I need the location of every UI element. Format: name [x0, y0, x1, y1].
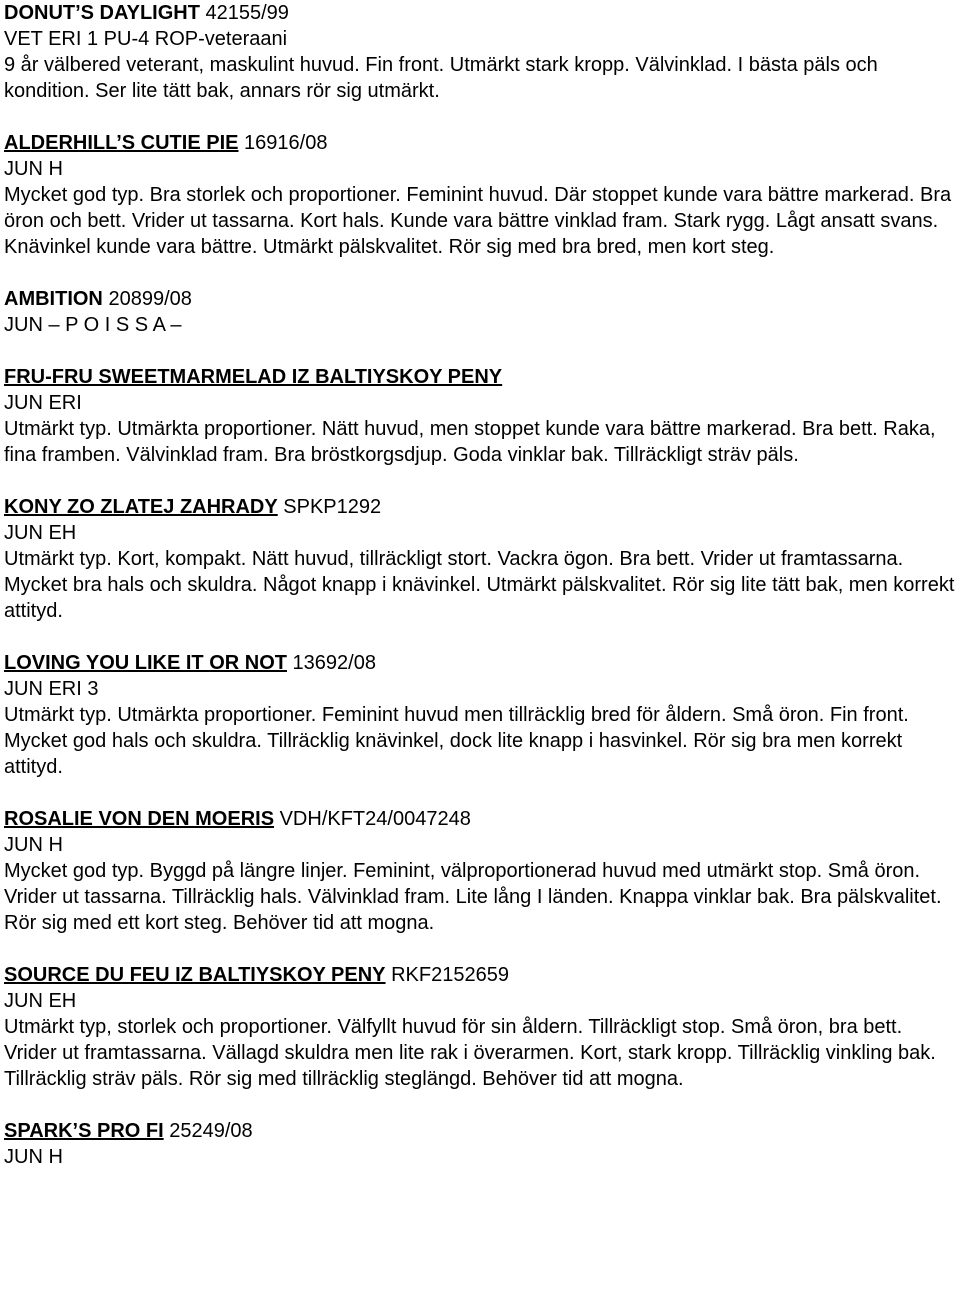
dog-name: FRU-FRU SWEETMARMELAD IZ BALTIYSKOY PENY [4, 366, 503, 388]
dog-entry [4, 130, 956, 260]
class-result: JUN H [4, 834, 63, 856]
dog-entry [4, 806, 956, 936]
critique-text: 9 år välbered veterant, maskulint huvud. Fin front. Utmärkt stark kropp. Välvinklad. I bästa päls och kondition. Ser lite tätt bak, annars rör sig utmärkt. [4, 54, 878, 102]
dog-entry [4, 364, 956, 468]
class-result: JUN – P O I S S A – [4, 314, 182, 336]
critique-text: Mycket god typ. Bra storlek och proportioner. Feminint huvud. Där stoppet kunde vara bättre markerad. Bra öron och bett. Vrider ut tassarna. Kort hals. Kunde vara bättre vinklad fram. Stark rygg. Lågt ansatt svans. Knävinkel kunde vara bättre. Utmärkt pälskvalitet. Rör sig med bra bred, men kort steg. [4, 184, 952, 258]
dog-name: ALDERHILL’S CUTIE PIE [4, 132, 239, 154]
entry-heading [4, 286, 956, 312]
class-result: VET ERI 1 PU-4 ROP-veteraani [4, 28, 288, 50]
class-result: JUN EH [4, 522, 77, 544]
dog-entry [4, 1118, 956, 1170]
dog-entry [4, 494, 956, 624]
entry-heading [4, 494, 956, 520]
dog-name: SPARK’S PRO FI [4, 1120, 164, 1142]
entry-heading [4, 1118, 956, 1144]
critique-text: Utmärkt typ. Utmärkta proportioner. Nätt huvud, men stoppet kunde vara bättre markerad. Bra bett. Raka, fina framben. Välvinklad fram. Bra bröstkorgsdjup. Goda vinklar bak. Tillräckligt sträv päls. [4, 418, 936, 466]
critique-text: Utmärkt typ, storlek och proportioner. Välfyllt huvud för sin åldern. Tillräckligt stop. Små öron, bra bett. Vrider ut framtassarna. Vällagd skuldra men lite rak i överarmen. Kort, stark kropp. Tillräcklig vinkling bak. Tillräcklig sträv päls. Rör sig med tillräcklig steglängd. Behöver tid att mogna. [4, 1016, 936, 1090]
registration-number: 16916/08 [244, 132, 328, 154]
critique-text: Mycket god typ. Byggd på längre linjer. Feminint, välproportionerad huvud med utmärkt stop. Små öron. Vrider ut tassarna. Tillräcklig hals. Välvinklad fram. Lite lång I länden. Knappa vinklar bak. Bra pälskvalitet. Rör sig med ett kort steg. Behöver tid att mogna. [4, 860, 942, 934]
dog-entry [4, 286, 956, 338]
class-result: JUN EH [4, 990, 77, 1012]
critique-text: Utmärkt typ. Kort, kompakt. Nätt huvud, tillräckligt stort. Vackra ögon. Bra bett. Vrider ut framtassarna. Mycket bra hals och skuldra. Något knapp i knävinkel. Utmärkt pälskvalitet. Rör sig lite tätt bak, men korrekt attityd. [4, 548, 955, 622]
dog-name: DONUT’S DAYLIGHT [4, 2, 200, 24]
class-result: JUN ERI [4, 392, 82, 414]
class-result: JUN ERI 3 [4, 678, 99, 700]
registration-number: RKF2152659 [391, 964, 509, 986]
class-result: JUN H [4, 1146, 63, 1168]
entry-heading [4, 130, 956, 156]
entry-heading [4, 650, 956, 676]
dog-name: KONY ZO ZLATEJ ZAHRADY [4, 496, 278, 518]
registration-number: 20899/08 [108, 288, 192, 310]
document [4, 0, 956, 1170]
registration-number: 42155/99 [205, 2, 289, 24]
critique-text: Utmärkt typ. Utmärkta proportioner. Feminint huvud men tillräcklig bred för åldern. Små öron. Fin front. Mycket god hals och skuldra. Tillräcklig knävinkel, dock lite knapp i hasvinkel. Rör sig bra men korrekt attityd. [4, 704, 909, 778]
class-result: JUN H [4, 158, 63, 180]
entry-heading [4, 0, 956, 26]
registration-number: SPKP1292 [283, 496, 382, 518]
dog-entry [4, 650, 956, 780]
entry-heading [4, 364, 956, 390]
registration-number: VDH/KFT24/0047248 [279, 808, 471, 830]
dog-entry [4, 0, 956, 104]
entry-heading [4, 962, 956, 988]
registration-number: 13692/08 [292, 652, 376, 674]
dog-name: AMBITION [4, 288, 103, 310]
registration-number: 25249/08 [169, 1120, 253, 1142]
dog-name: LOVING YOU LIKE IT OR NOT [4, 652, 287, 674]
entry-heading [4, 806, 956, 832]
dog-name: SOURCE DU FEU IZ BALTIYSKOY PENY [4, 964, 386, 986]
dog-entry [4, 962, 956, 1092]
dog-name: ROSALIE VON DEN MOERIS [4, 808, 275, 830]
